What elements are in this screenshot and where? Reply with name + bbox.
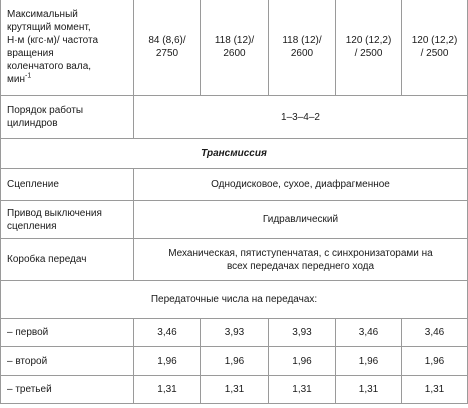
cell-line: / 2500 [420, 48, 449, 59]
cell-line: всех передачах переднего хода [226, 260, 375, 272]
table-row-first-gear [1, 319, 468, 347]
cell-line: 84 (8,6)/ [148, 35, 186, 46]
table-row-gear-ratios-heading [1, 281, 468, 319]
cell-line: 118 (12)/ [214, 35, 255, 46]
label-line: сцепления [7, 220, 57, 232]
row-label [1, 96, 134, 139]
table-cell [134, 239, 468, 281]
cell-line: 2600 [223, 48, 246, 59]
table-cell [134, 0, 201, 96]
label-line: крутящий момент, [7, 22, 91, 33]
table-row-clutch [1, 169, 468, 201]
table-cell: 1,96 [336, 347, 402, 376]
subheading: Передаточные числа на передачах: [1, 281, 468, 319]
table-cell: 1,96 [269, 347, 336, 376]
table-cell: 1,31 [134, 376, 201, 404]
table-cell: 3,46 [402, 319, 468, 347]
table-cell: 1,31 [336, 376, 402, 404]
table-row-section [1, 139, 468, 169]
table-cell: Однодисковое, сухое, диафрагменное [134, 169, 468, 201]
table-cell: 1–3–4–2 [134, 96, 468, 139]
label-line: цилиндров [7, 118, 58, 129]
table-cell [269, 0, 336, 96]
table-cell: 1,31 [402, 376, 468, 404]
cell-line: 118 (12)/ [282, 35, 322, 46]
label-line: Максимальный [7, 9, 78, 20]
table-row-third-gear [1, 376, 468, 404]
table-cell [201, 0, 269, 96]
row-label [1, 201, 134, 239]
label-line: коленчатого вала, [7, 61, 92, 72]
table-cell: 1,31 [269, 376, 336, 404]
table-row-firing-order [1, 96, 468, 139]
table-cell [336, 0, 402, 96]
section-title: Трансмиссия [1, 139, 468, 169]
cell-line: 120 (12,2) [345, 35, 392, 46]
cell-line: 2750 [155, 48, 179, 59]
label-line: Н·м (кгс·м)/ частота [7, 35, 99, 46]
table-cell: 1,96 [201, 347, 269, 376]
cell-line: 2600 [290, 48, 314, 59]
table-cell: Гидравлический [134, 201, 468, 239]
table-row-second-gear [1, 347, 468, 376]
table-cell: 3,46 [134, 319, 201, 347]
cell-line: 120 (12,2) [411, 35, 458, 46]
table-cell [402, 0, 468, 96]
table-row-gearbox [1, 239, 468, 281]
table-row-max-torque [1, 0, 468, 96]
row-label: – второй [1, 347, 134, 376]
table-cell: 3,93 [269, 319, 336, 347]
table-cell: 1,31 [201, 376, 269, 404]
table-cell: 3,46 [336, 319, 402, 347]
row-label: – первой [1, 319, 134, 347]
row-label: Коробка передач [1, 239, 134, 281]
cell-line: / 2500 [354, 48, 383, 59]
table-cell: 1,96 [402, 347, 468, 376]
table-row-clutch-release [1, 201, 468, 239]
row-label: Сцепление [1, 169, 134, 201]
label-line: Порядок работы [7, 105, 84, 116]
row-label [1, 0, 134, 96]
label-line: вращения [7, 48, 54, 59]
table-cell: 3,93 [201, 319, 269, 347]
row-label: – третьей [1, 376, 134, 404]
label-line: Привод выключения [7, 207, 102, 219]
cell-line: Механическая, пятиступенчатая, с синхронизаторами на [168, 247, 433, 259]
unit-superscript: -1 [24, 72, 32, 80]
table-cell: 1,96 [134, 347, 201, 376]
unit-text: мин [7, 74, 25, 85]
label-line [7, 73, 129, 86]
